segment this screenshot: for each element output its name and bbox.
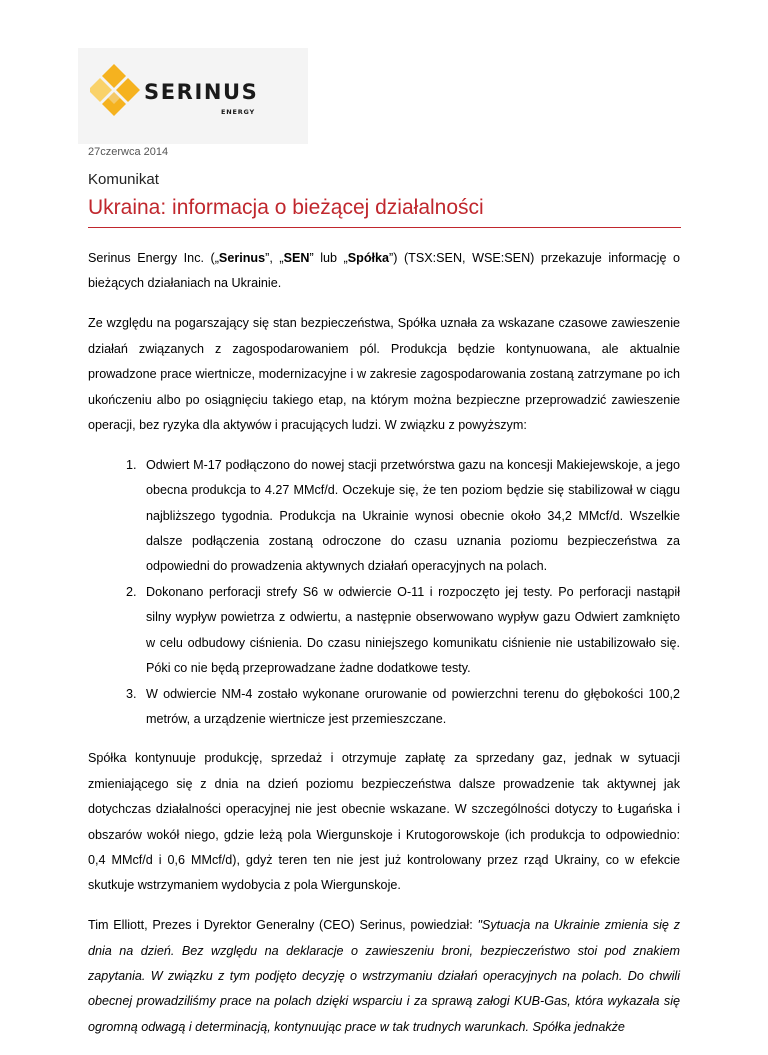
- intro-paragraph: [88, 246, 680, 297]
- intro-text-3: ” lub „: [309, 251, 348, 265]
- list-item: 2. Dokonano perforacji strefy S6 w odwiercie O-11 i rozpoczęto jej testy. Po perforacji nastąpił silny wypływ powietrza z odwiertu, a następnie obserwowano wypływ gazu Odwiert zamknięto w celu odbudowy ciśnienia. Do czasu niniejszego komunikatu ciśnienie nie ustabilizowało się. Póki co nie będą przeprowadzane żadne dodatkowe testy.: [140, 580, 680, 682]
- logo-panel: [78, 48, 308, 144]
- intro-text-4: ”) (TSX:SEN, WSE:SEN) przekazuje informację o bieżących działaniach na Ukrainie.: [88, 251, 680, 291]
- security-paragraph: Ze względu na pogarszający się stan bezpieczeństwa, Spółka uznała za wskazane czasowe zawieszenie działań związanych z zagospodarowaniem pól. Produkcja będzie kontynuowana, ale aktualnie prowadzone prace wiertnicze, modernizacyjne i w zakresie zagospodarowania zostaną zatrzymane po ich ukończeniu albo po osiągnięciu takiego etap, na którym można bezpieczne przeprowadzić zawieszenie operacji, bez ryzyka dla aktywów i pracujących ludzi. W związku z powyższym:: [88, 316, 680, 432]
- list-item: 3. W odwiercie NM-4 zostało wykonane orurowanie od powierzchni terenu do głębokości 100,2 metrów, a urządzenie wiertnicze jest przemieszczane.: [140, 682, 680, 733]
- quote-text: "Sytuacja na Ukrainie zmienia się z dnia na dzień. Bez względu na deklaracje o zawieszeniu broni, bezpieczeństwo stoi pod znakiem zapytania. W związku z tym podjęto decyzję o wstrzymaniu działań operacyjnych na polach. Do chwili obecnej prowadziliśmy prace na polach dzięki wsparciu i za sprawą załogi KUB-Gas, która wykazała się ogromną odwagą i determinacją, kontynuując prace w tak trudnych warunkach. Spółka jednakże: [88, 918, 680, 1034]
- operations-list: [88, 453, 680, 732]
- quote-paragraph: [88, 913, 680, 1040]
- page-title: Ukraina: informacja o bieżącej działalności: [88, 196, 484, 219]
- intro-text-1: Serinus Energy Inc. („: [88, 251, 219, 265]
- release-date: 27czerwca 2014: [88, 146, 169, 158]
- intro-text-2: ”, „: [265, 251, 284, 265]
- production-paragraph: Spółka kontynuuje produkcję, sprzedaż i otrzymuje zapłatę za sprzedany gaz, jednak w sytuacji zmieniającego się z dnia na dzień poziomu bezpieczeństwa dalsze prowadzenie tak aktywnej jak dotychczas działalności operacyjnej nie jest obecnie wskazane. W szczególności dotyczy to Ługańska i obszarów wokół niego, gdzie leżą pola Wiergunskoje i Krutogorowskoje (ich produkcja to odpowiednio: 0,4 MMcf/d i 0,6 MMcf/d), gdyż teren ten nie jest już kontrolowany przez rząd Ukrainy, co w efekcie skutkuje wstrzymaniem wydobycia z pola Wiergunskoje.: [88, 751, 680, 893]
- serinus-logo-icon: [90, 62, 142, 124]
- document-kind: Komunikat: [88, 171, 159, 188]
- logo-wordmark: SERINUS: [144, 80, 259, 104]
- logo-subtitle: ENERGY: [221, 108, 256, 116]
- list-item: 1. Odwiert M-17 podłączono do nowej stacji przetwórstwa gazu na koncesji Makiejewskoje, a jego obecna produkcja to 4.27 MMcf/d. Oczekuje się, że ten poziom będzie się stabilizował w ciągu najbliższego tygodnia. Produkcja na Ukrainie wynosi obecnie około 34,2 MMcf/d. Wszelkie dalsze podłączenia zostaną odroczone do czasu uznania poziomu bezpieczeństwa za odpowiedni do prowadzenia aktywnych działań operacyjnych na polach.: [140, 453, 680, 580]
- intro-bold-sen: SEN: [283, 251, 310, 265]
- intro-bold-serinus: Serinus: [218, 251, 266, 265]
- document-body: [88, 246, 680, 1055]
- title-divider: [88, 227, 681, 228]
- intro-bold-spolka: Spółka: [347, 251, 390, 265]
- quote-lead: Tim Elliott, Prezes i Dyrektor Generalny (CEO) Serinus, powiedział:: [88, 918, 478, 933]
